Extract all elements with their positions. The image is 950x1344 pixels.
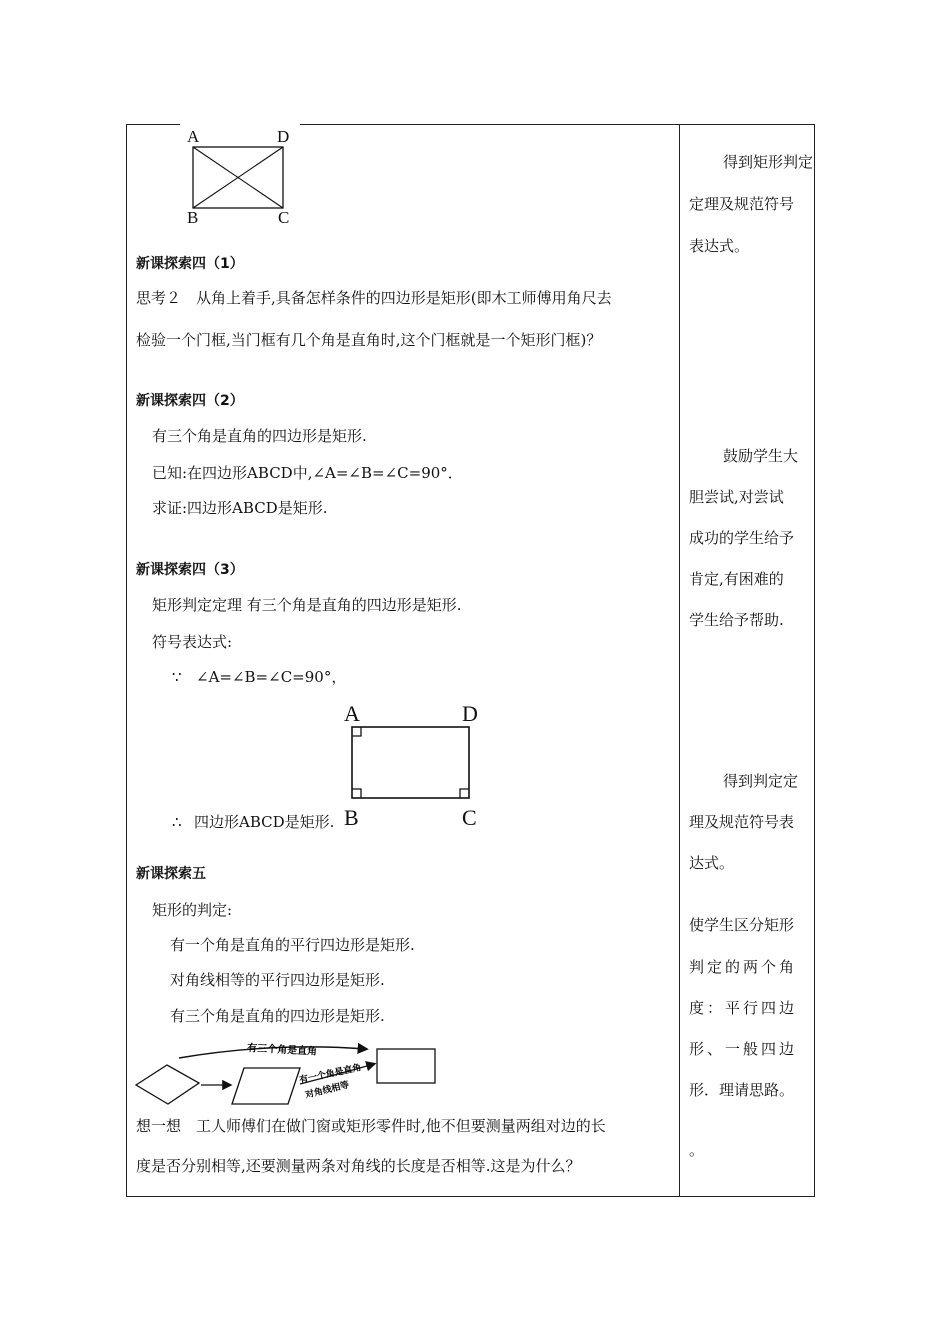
rectangle-shape: [377, 1049, 435, 1083]
lesson-table: [126, 124, 815, 1197]
section5-item2: 对角线相等的平行四边形是矩形.: [170, 971, 385, 989]
section4-1-heading: 新课探索四（1）: [136, 256, 244, 272]
table-column-divider: [679, 124, 680, 1197]
section4-1-line1: 思考２ 从角上着手,具备怎样条件的四边形是矩形(即木工师傅用角尺去: [136, 289, 612, 307]
side-note1-line1: 得到矩形判定: [723, 153, 814, 171]
section4-3-condition: ∠A=∠B=∠C=90°，: [196, 668, 347, 686]
because-symbol: ∵: [172, 668, 182, 686]
side-note1-line3: 表达式。: [689, 237, 750, 255]
side-note3-line1: 得到判定定: [723, 772, 799, 790]
flow-arrow-label-2: 对角线相等: [304, 1080, 351, 1101]
side-note1-line2: 定理及规范符号: [689, 195, 795, 213]
figure1-label-d: D: [277, 127, 290, 146]
figure1-label-a: A: [187, 127, 200, 146]
side-note4-line6: 。: [689, 1141, 705, 1159]
figure1-label-c: C: [278, 208, 290, 227]
section5-heading: 新课探索五: [136, 866, 206, 882]
parallelogram-shape: [232, 1068, 300, 1104]
side-note4-line1: 使学生区分矩形: [689, 916, 795, 934]
quadrilateral-shape: [136, 1065, 199, 1104]
side-note4-line3: 度：平行四边: [689, 999, 798, 1017]
section4-2-heading: 新课探索四（2）: [136, 393, 244, 409]
section5-line1: 矩形的判定:: [152, 901, 233, 919]
side-note2-line3: 成功的学生给予: [689, 529, 795, 547]
rectangle-diagonals-figure: [180, 124, 300, 229]
figure2-label-c: C: [462, 805, 477, 830]
rectangle-right-angle-figure: [340, 700, 485, 832]
rectangle-criteria-flow-diagram: [134, 1038, 444, 1110]
side-note2-line2: 胆尝试,对尝试: [689, 488, 784, 506]
side-note3-line3: 达式。: [689, 854, 735, 872]
flow-top-arrow-label: 有三个角是直角: [246, 1043, 318, 1058]
section4-1-line2: 检验一个门框,当门框有几个角是直角时,这个门框就是一个矩形门框)？: [136, 331, 602, 349]
section5-item3: 有三个角是直角的四边形是矩形.: [170, 1007, 385, 1025]
section4-2-line3: 求证:四边形ABCD是矩形.: [152, 499, 328, 517]
figure2-label-a: A: [344, 701, 360, 726]
side-note4-line4: 形、一般四边: [689, 1040, 798, 1058]
figure1-label-b: B: [187, 208, 199, 227]
figure2-label-d: D: [462, 701, 478, 726]
section4-2-line2: 已知:在四边形ABCD中,∠A=∠B=∠C=90°．: [152, 464, 463, 482]
side-note2-line1: 鼓励学生大: [723, 447, 799, 465]
therefore-symbol: ∴: [172, 813, 182, 831]
side-note2-line5: 学生给予帮助.: [689, 611, 784, 629]
section4-3-line1: 矩形判定定理 有三个角是直角的四边形是矩形.: [152, 596, 462, 614]
figure2-label-b: B: [344, 805, 359, 830]
section4-3-heading: 新课探索四（3）: [136, 562, 244, 578]
side-note3-line2: 理及规范符号表: [689, 813, 795, 831]
section4-3-line2: 符号表达式:: [152, 633, 233, 651]
side-note4-line5: 形．理请思路。: [689, 1081, 795, 1099]
think-line1: 想一想 工人师傅们在做门窗或矩形零件时,他不但要测量两组对边的长: [136, 1117, 606, 1135]
think-line2: 度是否分别相等,还要测量两条对角线的长度是否相等.这是为什么？: [136, 1157, 581, 1175]
side-note2-line4: 肯定,有困难的: [689, 570, 784, 588]
section4-2-line1: 有三个角是直角的四边形是矩形.: [152, 427, 367, 445]
side-note4-line2: 判定的两个角: [689, 958, 798, 976]
section4-3-conclusion: 四边形ABCD是矩形.: [194, 813, 335, 831]
section5-item1: 有一个角是直角的平行四边形是矩形.: [170, 936, 415, 954]
flow-arrow-label-1: 有一个角是直角: [298, 1063, 363, 1086]
